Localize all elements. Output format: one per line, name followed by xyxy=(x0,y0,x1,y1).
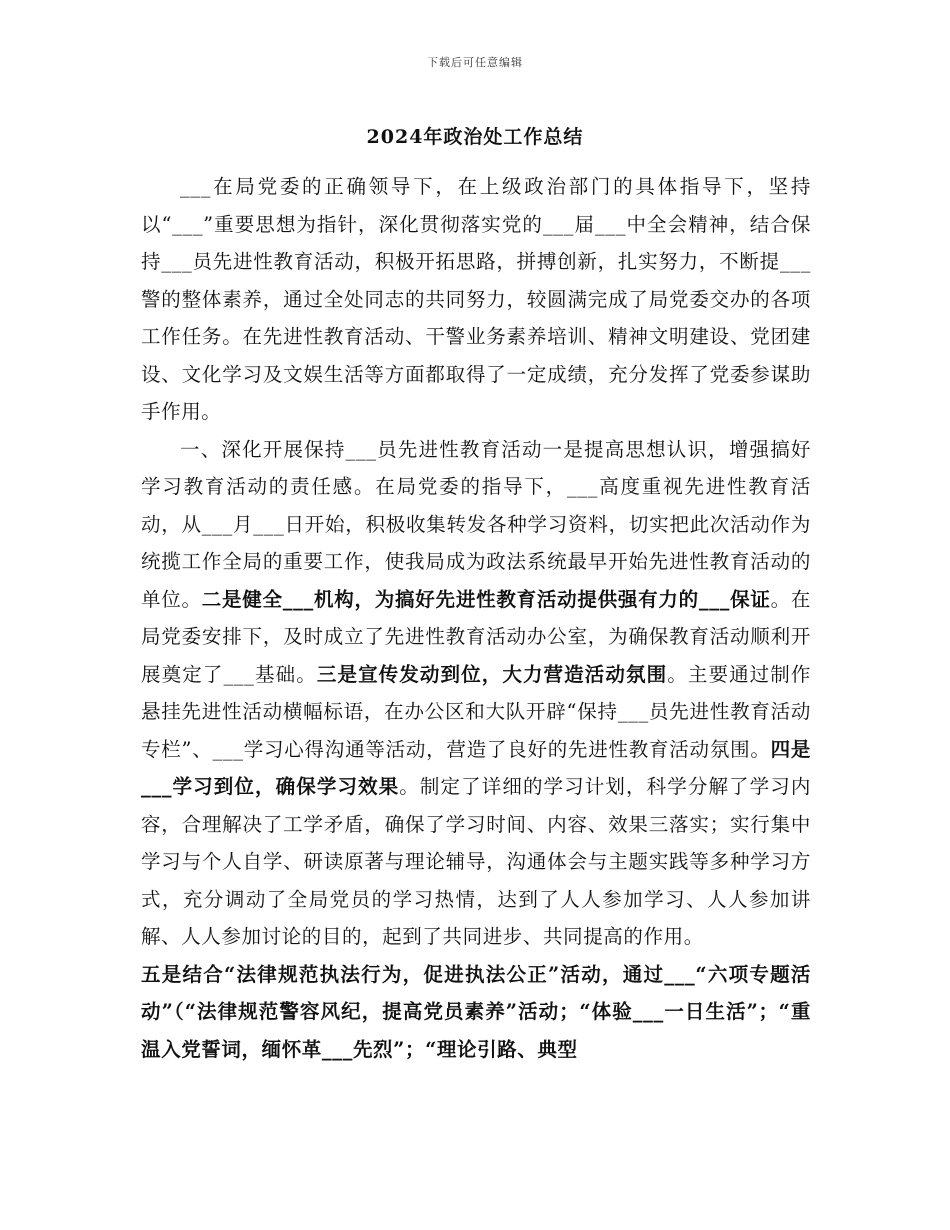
paragraph-section-one xyxy=(141,431,811,956)
paragraph-section-five xyxy=(141,956,811,1069)
section-one-text-1: 一、深化开展保持___员先进性教育活动一是提高思想认识，增强搞好学习教育活动的责任感。在局党委的指导下，___高度重视先进性教育活动，从___月___日开始，积极收集转发各种学习资料，切实把此次活动作为统揽工作全局的重要工作，使我局成为政法系统最早开始先进性教育活动的单位。 xyxy=(141,437,811,611)
section-one-bold-1: 二是健全___机构，为搞好先进性教育活动提供强有力的___保证 xyxy=(201,587,771,611)
paragraph-intro: ___在局党委的正确领导下，在上级政治部门的具体指导下，坚持以“___”重要思想为指针，深化贯彻落实党的___届___中全会精神，结合保持___员先进性教育活动，积极开拓思路，拼搏创新，扎实努力，不断提___警的整体素养，通过全处同志的共同努力，较圆满完成了局党委交办的各项工作任务。在先进性教育活动、干警业务素养培训、精神文明建设、党团建设、文化学习及文娱生活等方面都取得了一定成绩，充分发挥了党委参谋助手作用。 xyxy=(141,175,811,423)
header-note: 下载后可任意编辑 xyxy=(427,56,523,69)
document-body xyxy=(141,168,811,1068)
page-title: 2024年政治处工作总结 xyxy=(366,126,584,148)
section-five-bold: 五是结合“法律规范执法行为，促进执法公正”活动，通过___“六项专题活动”（“法律规范警容风纪，提高党员素养”活动；“体验___一日生活”；“重温入党誓词，缅怀革___先烈”；“理论引路、典型 xyxy=(141,962,811,1061)
section-one-bold-3: 四是___学习到位，确保学习效果 xyxy=(141,737,811,798)
section-one-text-4: 。制定了详细的学习计划，科学分解了学习内容，合理解决了工学矛盾，确保了学习时间、内容、效果三落实；实行集中学习与个人自学、研读原著与理论辅导，沟通体会与主题实践等多种学习方式，充分调动了全局党员的学习热情，达到了人人参加学习、人人参加讲解、人人参加讨论的目的，起到了共同进步、共同提高的作用。 xyxy=(141,775,811,948)
section-one-bold-2: 三是宣传发动到位，大力营造活动氛围 xyxy=(316,662,668,686)
section-one-text-3: 。主要通过制作悬挂先进性活动横幅标语，在办公区和大队开辟“保持___员先进性教育活动专栏”、___学习心得沟通等活动，营造了良好的先进性教育活动氛围。 xyxy=(141,662,811,761)
section-one-text-2: 。在局党委安排下，及时成立了先进性教育活动办公室，为确保教育活动顺利开展奠定了___基础。 xyxy=(141,587,811,686)
